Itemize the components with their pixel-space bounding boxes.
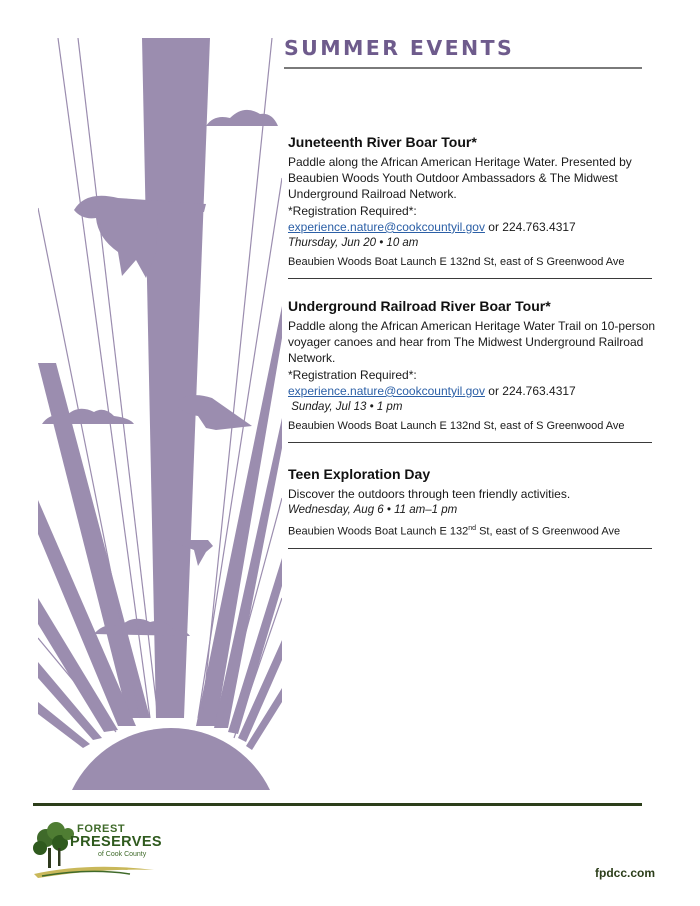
event-location: Beaubien Woods Boat Launch E 132nd St, east of S Greenwood Ave bbox=[288, 420, 625, 433]
sunrise-birds-illustration bbox=[38, 38, 282, 798]
events-list bbox=[288, 134, 658, 549]
event-registration-note: *Registration Required*: bbox=[288, 203, 417, 218]
event-registration-note: *Registration Required*: bbox=[288, 367, 417, 382]
event-underground-railroad bbox=[288, 298, 658, 443]
forest-preserves-logo bbox=[30, 818, 162, 880]
title-underline bbox=[284, 67, 642, 69]
logo-line-preserves: PRESERVES bbox=[70, 834, 162, 850]
central-beam bbox=[142, 38, 210, 718]
event-juneteenth bbox=[288, 134, 658, 279]
event-date-time: Thursday, Jun 20 • 10 am bbox=[288, 237, 419, 250]
event-divider bbox=[288, 278, 652, 279]
location-ordinal: nd bbox=[468, 525, 477, 533]
location-text-rest: St, east of S Greenwood Ave bbox=[476, 525, 621, 538]
website-url[interactable]: fpdcc.com bbox=[595, 866, 656, 880]
event-teen-exploration bbox=[288, 466, 658, 549]
event-description: Paddle along the African American Heritage Water Trail on 10-person voyager canoes and hear from The Midwest Underground Railroad Network. bbox=[288, 319, 656, 366]
event-contact bbox=[288, 383, 658, 399]
event-contact bbox=[288, 219, 658, 235]
fine-ray bbox=[202, 38, 272, 718]
registration-phone: or 224.763.4317 bbox=[484, 219, 576, 234]
event-title: Juneteenth River Boar Tour* bbox=[288, 134, 477, 150]
registration-phone: or 224.763.4317 bbox=[484, 383, 576, 398]
event-title: Teen Exploration Day bbox=[288, 466, 431, 483]
event-title: Underground Railroad River Boar Tour* bbox=[288, 298, 551, 315]
event-description: Discover the outdoors through teen friendly activities. bbox=[288, 487, 571, 502]
event-divider bbox=[288, 442, 652, 443]
logo-line-forest: FOREST bbox=[77, 823, 126, 835]
logo-line-cook-county: of Cook County bbox=[98, 851, 147, 858]
event-location bbox=[288, 521, 658, 540]
page-title: SUMMER EVENTS bbox=[284, 36, 515, 60]
cloud bbox=[206, 110, 278, 126]
event-date-time: Sunday, Jul 13 • 1 pm bbox=[288, 401, 403, 414]
event-date-time: Wednesday, Aug 6 • 11 am–1 pm bbox=[288, 504, 458, 517]
event-location: Beaubien Woods Boat Launch E 132nd St, east of S Greenwood Ave bbox=[288, 256, 625, 269]
registration-email-link[interactable]: experience.nature@cookcountyil.gov bbox=[288, 383, 485, 398]
event-divider bbox=[288, 548, 652, 549]
footer-divider bbox=[33, 803, 642, 806]
registration-email-link[interactable]: experience.nature@cookcountyil.gov bbox=[288, 219, 485, 234]
event-description: Paddle along the African American Heritage Water. Presented by Beaubien Woods Youth Outdoor Ambassadors & The Midwest Underground Railroad Network. bbox=[288, 155, 632, 202]
location-text: Beaubien Woods Boat Launch E 132 bbox=[288, 525, 469, 538]
